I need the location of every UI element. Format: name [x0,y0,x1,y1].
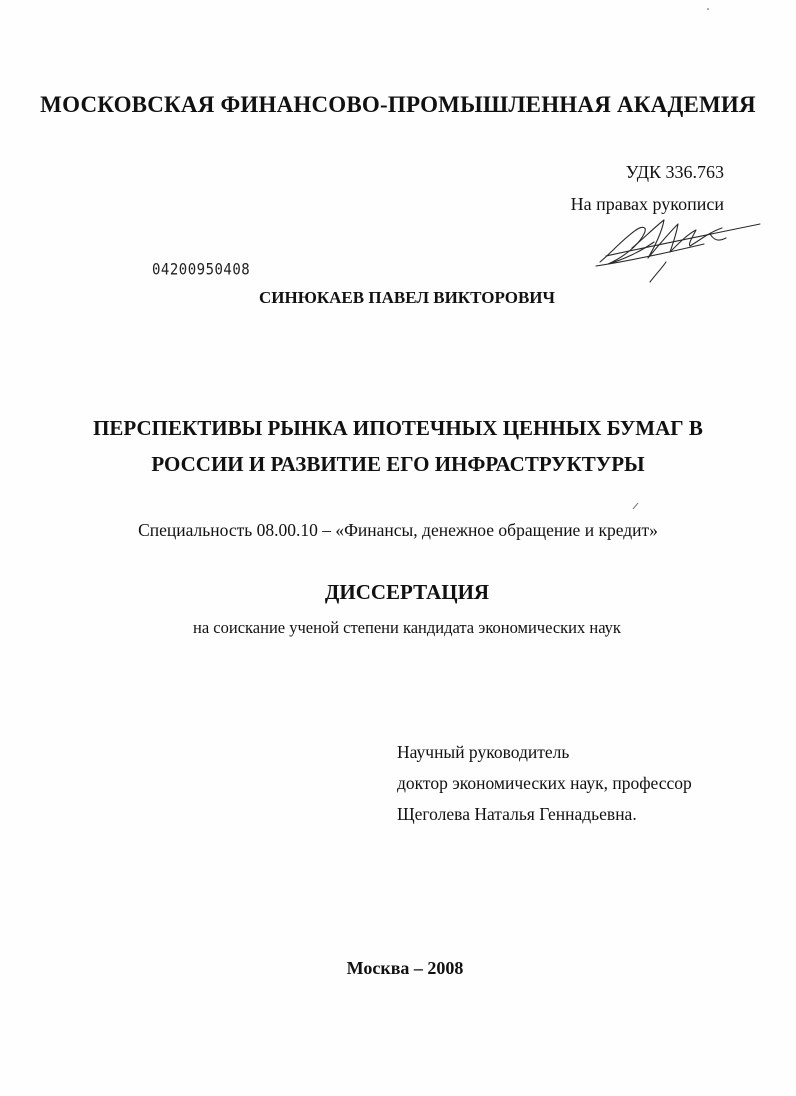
specialty-line: Специальность 08.00.10 – «Финансы, денежное обращение и кредит» [138,520,658,540]
dissertation-title [0,410,796,482]
udk-code: УДК 336.763 [625,162,724,182]
city-and-year: Москва – 2008 [346,958,464,978]
registration-number: 04200950408 [152,261,251,279]
supervisor-degree: доктор экономических наук, профессор [397,773,692,793]
title-line-2: РОССИИ И РАЗВИТИЕ ЕГО ИНФРАСТРУКТУРЫ [151,452,645,476]
document-type: ДИССЕРТАЦИЯ [324,580,490,604]
academy-name: МОСКОВСКАЯ ФИНАНСОВО-ПРОМЫШЛЕННАЯ АКАДЕМИЯ [40,92,756,117]
author-name: СИНЮКАЕВ ПАВЕЛ ВИКТОРОВИЧ [258,288,556,307]
supervisor-role: Научный руководитель [397,742,570,762]
supervisor-name: Щеголева Наталья Геннадьевна. [397,804,637,824]
manuscript-rights-note: На правах рукописи [570,194,724,214]
title-line-1: ПЕРСПЕКТИВЫ РЫНКА ИПОТЕЧНЫХ ЦЕННЫХ БУМАГ В [93,416,703,440]
scan-speck [632,502,640,510]
degree-purpose: на соискание ученой степени кандидата экономических наук [193,618,621,637]
scan-speck [705,6,711,12]
handwritten-signature [592,212,762,284]
